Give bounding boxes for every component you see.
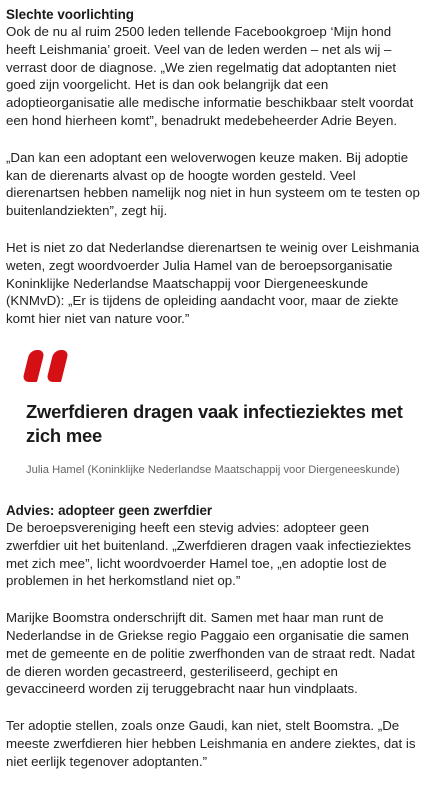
paragraph-ter-adoptie: Ter adoptie stellen, zoals onze Gaudi, kan niet, stelt Boomstra. „De meeste zwerfdieren hier hebben Leishmania en andere ziektes, dat is niet eerlijk tegenover adoptanten.” [6,718,416,769]
paragraph-spacer [6,220,420,239]
section-heading-advies: Advies: adopteer geen zwerfdier [6,502,213,518]
paragraph-facebookgroep: Ook de nu al ruim 2500 leden tellende Facebookgroep ‘Mijn hond heeft Leishmania’ groeit. Veel van de leden werden – net als wij – verrast door de diagnose. „We zien regelmatig dat adoptanten niet goed zijn voorgelicht. Het is dan ook belangrijk dat een adoptieorganisatie alle medische informatie beschikbaar stelt voordat een hond hierheen komt”, benadrukt medebeheerder Adrie Beyen. [6,24,414,128]
paragraph-spacer [6,698,420,717]
section-spacer [6,478,420,502]
pull-quote-source: Julia Hamel (Koninklijke Nederlandse Maatschappij voor Diergeneeskunde) [26,463,400,476]
quote-mark-left [22,350,45,382]
paragraph-stevig-advies: De beroepsvereniging heeft een stevig advies: adopteer geen zwerfdier uit het buitenland. „Zwerfdieren dragen vaak infectieziektes met zich mee”, licht woordvoerder Hamel toe, „en adoptie lost de problemen in het herkomstland niet op.” [6,519,412,589]
quote-icon [26,350,420,386]
paragraph-marijke-boomstra: Marijke Boomstra onderschrijft dit. Samen met haar man runt de Nederlandse in de Griekse regio Paggaio een organisatie die samen met de gemeente en de politie zwerfhonden van de straat redt. Nadat de dieren worden gecastreerd, gesteriliseerd, gechipt en gevaccineerd worden zij teruggebracht naar hun vindplaats. [6,610,415,697]
paragraph-dierenartsen-knmvd: Het is niet zo dat Nederlandse dierenartsen te weinig over Leishmania weten, zegt woordvoerder Julia Hamel van de beroepsorganisatie Koninklijke Nederlandse Maatschappij voor Diergeneeskunde (KNMvD): „Er is tijdens de opleiding aandacht voor, maar de ziekte komt hier niet van nature voor.” [6,239,420,327]
pull-quote [6,350,420,478]
article [0,6,432,771]
pull-quote-text: Zwerfdieren dragen vaak infectieziektes met zich mee [26,400,403,447]
paragraph-adoptant-keuze: „Dan kan een adoptant een weloverwogen keuze maken. Bij adoptie kan de dierenarts alvast op de hoogte worden gesteld. Veel dierenartsen hebben namelijk nog niet in hun systeem om te testen op buitenlandziekten”, zegt hij. [6,149,420,219]
section-heading-slechte-voorlichting: Slechte voorlichting [6,7,134,22]
quote-mark-right [46,350,69,382]
paragraph-spacer [6,130,420,149]
paragraph-spacer [6,590,420,609]
